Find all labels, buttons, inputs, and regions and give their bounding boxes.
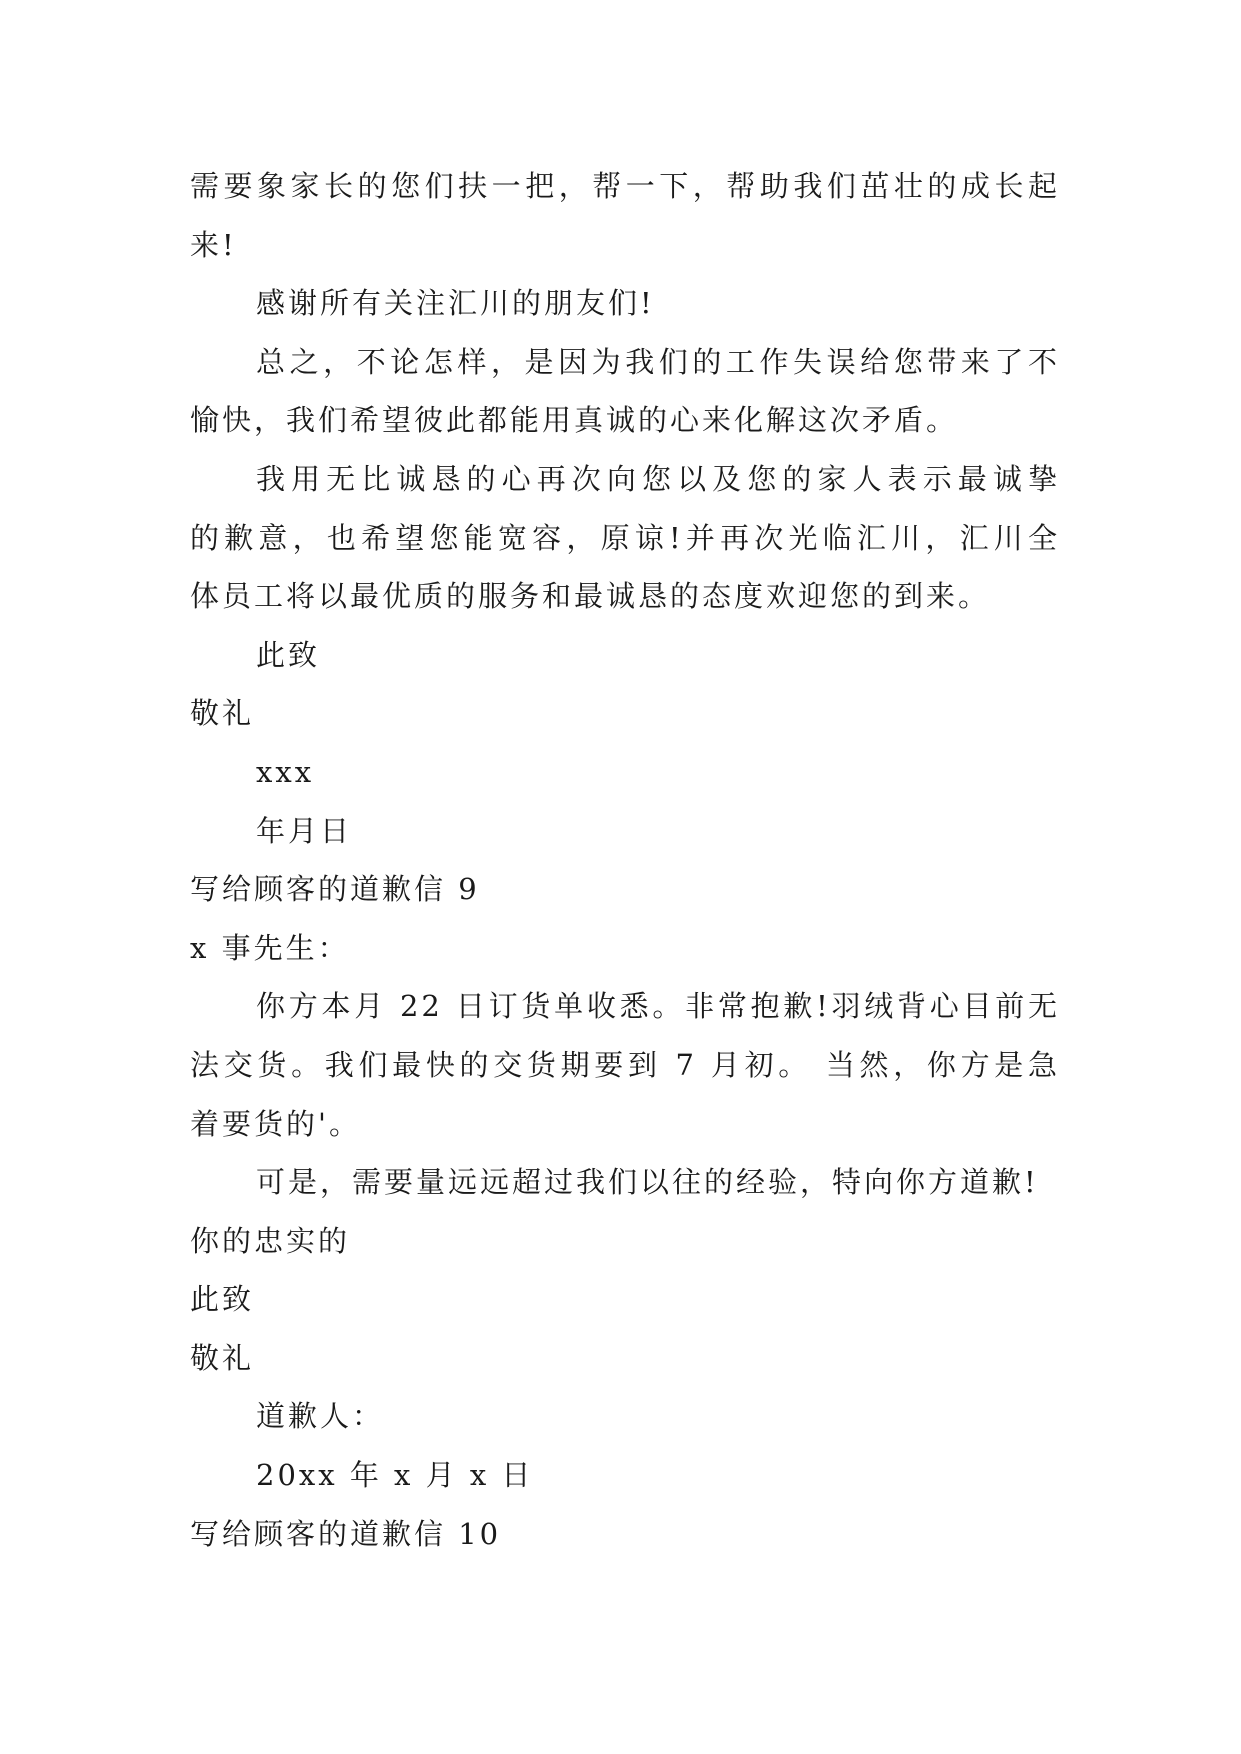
paragraph-line: 我用无比诚恳的心再次向您以及您的家人表示最诚挚 — [256, 461, 1060, 496]
paragraph-line: 体员工将以最优质的服务和最诚恳的态度欢迎您的到来。 — [190, 579, 991, 614]
paragraph-line: 着要货的'。 — [190, 1106, 361, 1141]
closing-regards: 敬礼 — [190, 696, 255, 731]
paragraph-line: 法交货。我们最快的交货期要到 7 月初。 当然，你方是急 — [190, 1047, 1060, 1082]
paragraph-line: 你方本月 22 日订货单收悉。非常抱歉!羽绒背心目前无 — [256, 989, 1060, 1024]
paragraph-line: 需要象家长的您们扶一把，帮一下，帮助我们茁壮的成长起 — [190, 169, 1060, 203]
letter-greeting: x 事先生： — [190, 930, 350, 965]
paragraph-line: 可是，需要量远远超过我们以往的经验，特向你方道歉! — [256, 1165, 1039, 1200]
paragraph-line: 愉快，我们希望彼此都能用真诚的心来化解这次矛盾。 — [190, 403, 959, 438]
signature-label: 道歉人： — [256, 1399, 385, 1434]
document-body — [190, 157, 1060, 1563]
paragraph-line: 来! — [190, 227, 237, 262]
signature-name: xxx — [256, 754, 315, 789]
signature-date: 20xx 年 x 月 x 日 — [256, 1458, 534, 1493]
section-heading: 写给顾客的道歉信 10 — [190, 1516, 502, 1551]
closing-regards: 敬礼 — [190, 1340, 255, 1375]
signature-date: 年月日 — [256, 813, 353, 848]
paragraph-line: 感谢所有关注汇川的朋友们! — [256, 286, 655, 321]
section-heading: 写给顾客的道歉信 9 — [190, 872, 480, 907]
paragraph-line: 总之，不论怎样，是因为我们的工作失误给您带来了不 — [256, 344, 1060, 379]
paragraph-line: 你的忠实的 — [190, 1223, 351, 1258]
closing-salutation: 此致 — [190, 1282, 255, 1317]
paragraph-line: 的歉意，也希望您能宽容，原谅!并再次光临汇川，汇川全 — [190, 520, 1060, 555]
closing-salutation: 此致 — [256, 637, 321, 672]
